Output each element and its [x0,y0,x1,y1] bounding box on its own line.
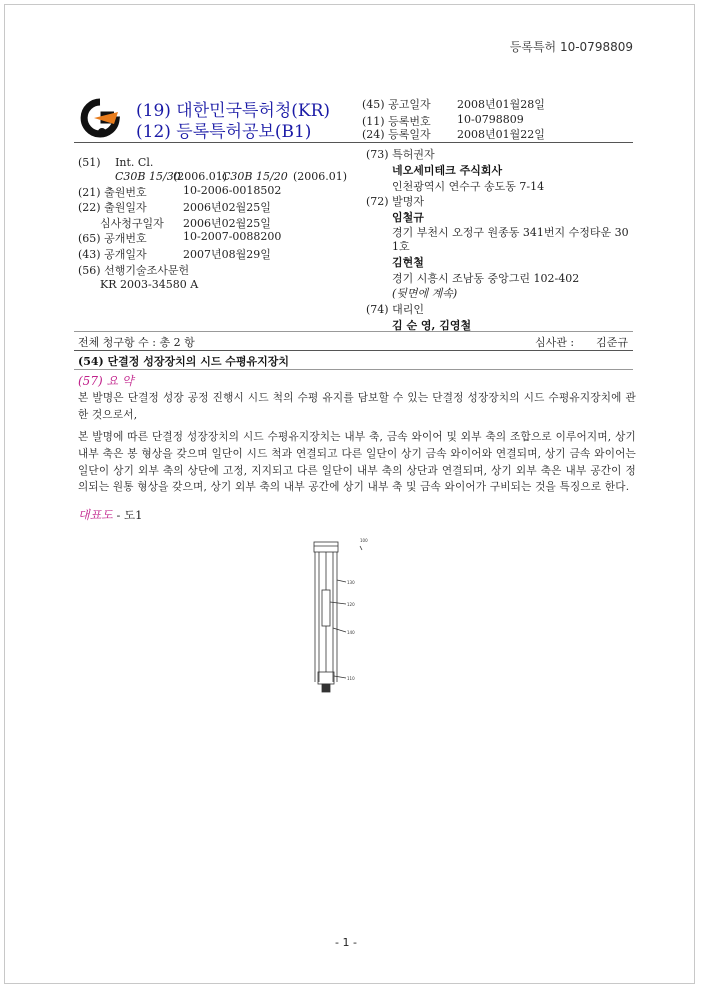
app-date-label: (22) 출원일자 [78,201,147,214]
figure-label-110: 110 [347,676,355,681]
exam-date-label: 심사청구일자 [100,217,164,230]
intcl-code-2: C30B 15/20 [222,170,288,183]
header-country-office: (19) 대한민국특허청(KR) [136,101,331,121]
figure-label-100: 100 [360,538,368,543]
app-date-value: 2006년02월25일 [183,201,271,214]
figure-label-130: 130 [347,580,355,585]
pub-date-label: (45) 공고일자 [362,98,431,111]
rep-fig-value: - 도1 [116,508,143,522]
inventor-1-address: 경기 부천시 오정구 원종동 341번지 수정타운 30 [392,226,629,239]
claims-total: 전체 청구항 수 : 총 2 항 [78,336,195,349]
owner-name: 네오세미테크 주식회사 [392,164,503,177]
reg-no-value: 10-0798809 [457,113,524,126]
agent-name: 김 순 영, 김영철 [392,319,472,332]
document-id: 등록특허 10-0798809 [509,40,633,54]
inventor-1-address-cont: 1호 [392,240,410,253]
inventor-2-name: 김현철 [392,256,424,269]
intcl-label: (51) Int. Cl. [78,156,154,169]
kipo-logo [74,98,126,138]
owner-label: (73) 특허권자 [366,148,435,161]
examiner: 심사관 : 김준규 [535,336,628,349]
reg-date-label: (24) 등록일자 [362,128,431,141]
title-divider-bottom [74,369,633,370]
prior-art-document: KR 2003-34580 A [100,278,199,291]
abstract-paragraph-2: 본 발명에 따른 단결정 성장장치의 시드 수평유지장치는 내부 축, 금속 와이어 및 외부 축의 조합으로 이루어지며, 상기 내부 축은 봉 형상을 갖으며 일단이 시드 척과 연결되고 다른 일단이 상기 금속 와이어와 연결되며, 상기 금속 와이어는 일단이 상기 외부 축의 상단에 고정, 지지되고 다른 일단이 내부 축의 상단과 연결되며, 상기 외부 축은 내부 공간이 정의되는 원통 형상을 갖으며, 상기 외부 축의 내부 공간에 상기 내부 축 및 금속 와이어가 구비되는 것을 특징으로 한다. [78,431,636,494]
page-number: - 1 - [335,936,357,949]
reg-date-value: 2008년01월22일 [457,128,545,141]
header-publication-type: (12) 등록특허공보(B1) [136,122,312,142]
reg-no-label: (11) 등록번호 [362,115,431,128]
inventor-1-name: 임철규 [392,211,424,224]
app-no-value: 10-2006-0018502 [183,184,282,197]
continued-note: (뒷면에 계속) [392,287,458,300]
prior-art-label: (56) 선행기술조사문헌 [78,264,190,277]
owner-address: 인천광역시 연수구 송도동 7-14 [392,180,545,193]
intcl-year-2: (2006.01) [293,170,348,183]
rep-fig-label: 대표도 [78,508,113,522]
open-date-value: 2007년08월29일 [183,248,271,261]
figure-1-drawing [300,532,390,712]
inventor-2-address: 경기 시흥시 조남동 중앙그린 102-402 [392,272,580,285]
intcl-year-1: (2006.01) [173,170,228,183]
abstract-paragraph-1: 본 발명은 단결정 성장 공정 진행시 시드 척의 수평 유지를 담보할 수 있는 단결정 성장장치의 시드 수평유지장치에 관한 것으로서, [78,392,636,421]
figure-label-140: 140 [347,630,355,635]
open-no-label: (65) 공개번호 [78,232,147,245]
figure-label-120: 120 [347,602,355,607]
header-divider [74,142,633,143]
abstract-heading: (57) 요 약 [78,374,134,388]
exam-date-value: 2006년02월25일 [183,217,271,230]
open-no-value: 10-2007-0088200 [183,230,282,243]
app-no-label: (21) 출원번호 [78,186,147,199]
intcl-code-1: C30B 15/30 [115,170,181,183]
open-date-label: (43) 공개일자 [78,248,147,261]
representative-figure [78,506,142,523]
invention-title: (54) 단결정 성장장치의 시드 수평유지장치 [78,355,290,368]
pub-date-value: 2008년01월28일 [457,98,545,111]
inventor-label: (72) 발명자 [366,195,424,208]
title-divider-top [74,350,633,351]
agent-label: (74) 대리인 [366,303,424,316]
claims-divider [74,331,633,332]
